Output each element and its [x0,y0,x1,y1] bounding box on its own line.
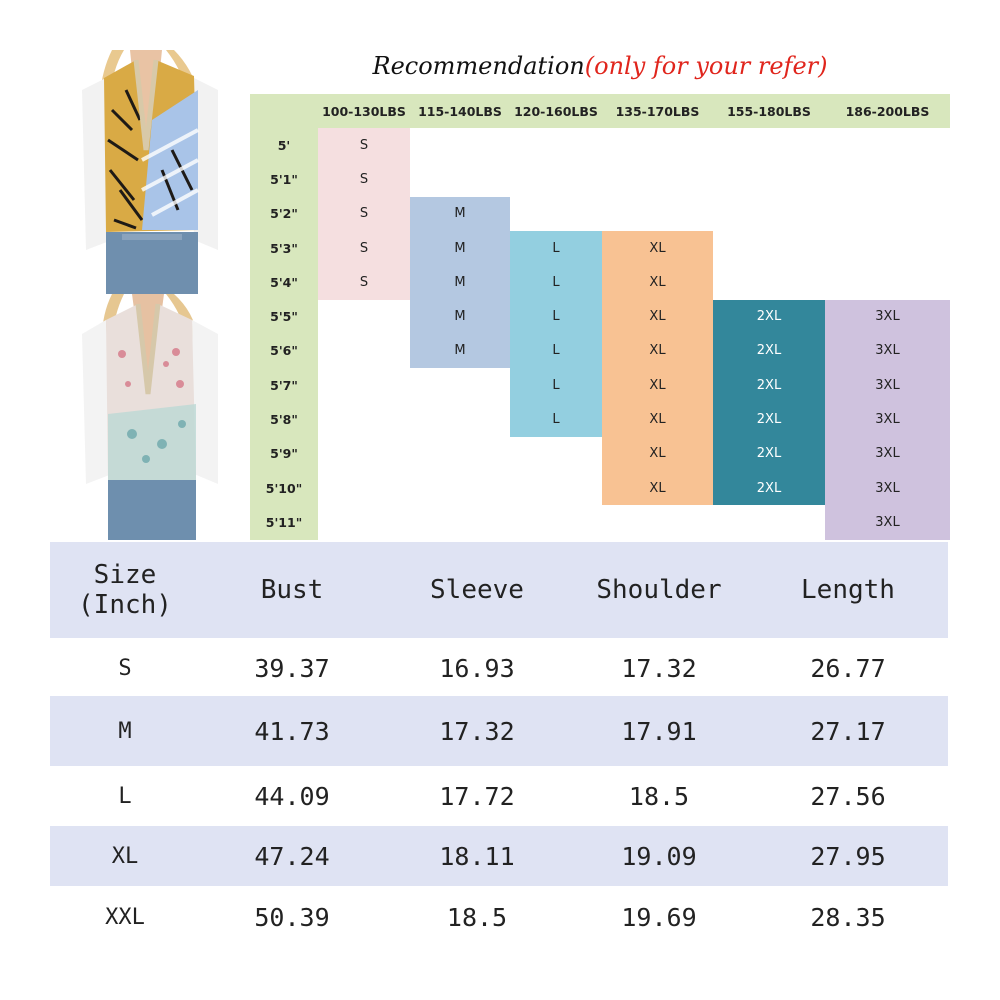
size-cell: 3XL [875,309,900,325]
measurement-cell: 19.69 [621,902,697,932]
weight-header: 186-200LBS [845,103,930,119]
measurement-row [50,766,948,826]
height-header: 5'4" [270,274,298,290]
measurement-cell: 41.73 [254,716,330,746]
chart-title [250,52,950,80]
measurement-cell: 17.91 [621,716,697,746]
measurement-cell: 26.77 [810,653,886,683]
size-cell: 3XL [875,412,900,428]
size-cell: XL [649,377,666,393]
size-cell: 3XL [875,480,900,496]
size-cell: S [359,137,369,153]
measurement-cell: 27.56 [810,781,886,811]
measurement-cell: 27.17 [810,716,886,746]
size-cell: XL [649,480,666,496]
size-cell: 2XL [756,480,782,496]
size-cell: L [552,343,560,359]
measurement-cell: 18.5 [628,781,690,811]
tiger-print-top-photo [82,50,218,294]
measurement-cell: 17.72 [439,781,515,811]
measurement-cell: S [118,655,132,681]
measurement-row [50,826,948,886]
size-cell: S [359,274,369,290]
height-header: 5'5" [270,309,298,325]
title-main: Recommendation [372,52,585,80]
weight-header: 100-130LBS [322,103,406,119]
size-cell: 2XL [756,343,782,359]
size-cell: XL [649,309,666,325]
measurement-cell: 27.95 [810,841,886,871]
weight-header: 115-140LBS [418,103,502,119]
size-cell: XL [649,240,666,256]
measurement-cell: 28.35 [810,902,886,932]
size-cell: L [552,309,560,325]
weight-header: 155-180LBS [727,103,811,119]
size-cell: L [552,240,560,256]
height-header: 5'10" [265,480,303,496]
measurement-cell: 18.5 [446,902,508,932]
size-cell: S [359,206,369,222]
size-cell: M [454,206,466,222]
height-header: 5'3" [270,240,298,256]
measurement-cell: 39.37 [254,653,330,683]
size-cell: 2XL [756,377,782,393]
height-header: 5'7" [270,377,298,393]
size-cell: S [359,171,369,187]
measurement-cell: 50.39 [254,902,330,932]
measurement-row [50,640,948,696]
size-cell: M [454,309,466,325]
weight-header: 120-160LBS [514,103,598,119]
measurement-cell: 19.09 [621,841,697,871]
measurement-header-cell: Size (Inch) [78,560,172,620]
size-cell: XL [649,343,666,359]
size-cell: XL [649,446,666,462]
measurement-row [50,886,948,948]
size-cell: 3XL [875,446,900,462]
height-header: 5' [277,137,291,153]
size-cell: L [552,274,560,290]
measurement-header-cell: Shoulder [596,575,722,605]
measurement-cell: M [118,718,132,744]
measurement-cell: 17.32 [439,716,515,746]
size-cell: M [454,274,466,290]
height-header: 5'1" [270,171,298,187]
size-cell: 2XL [756,446,782,462]
height-header: 5'9" [270,446,298,462]
measurement-cell: 47.24 [254,841,330,871]
size-cell: XL [649,274,666,290]
measurement-cell: L [118,783,132,809]
size-cell: 3XL [875,343,900,359]
size-cell: L [552,412,560,428]
weight-header: 135-170LBS [615,103,700,119]
measurement-cell: XXL [105,904,145,930]
height-header: 5'11" [265,514,303,530]
size-cell: XL [649,412,666,428]
size-cell: M [454,240,466,256]
size-cell: 3XL [875,377,900,393]
size-cell: 2XL [756,309,782,325]
measurement-cell: 16.93 [439,653,515,683]
measurement-cell: 17.32 [621,653,697,683]
measurement-header-cell: Sleeve [430,575,524,605]
measurement-header-cell: Length [801,575,895,605]
title-accent: (only for your refer) [584,52,828,80]
measurement-cell: XL [111,843,139,869]
measurement-header-cell: Bust [260,575,324,605]
size-cell: 3XL [875,514,900,530]
size-cell: L [552,377,560,393]
size-cell: 2XL [756,412,782,428]
height-header: 5'8" [270,412,298,428]
height-header: 5'6" [270,343,298,359]
height-header: 5'2" [270,206,298,222]
measurement-cell: 18.11 [439,841,515,871]
size-cell: S [359,240,369,256]
size-cell: M [454,343,466,359]
butterfly-print-top-photo [82,294,218,540]
measurement-row [50,696,948,766]
measurement-cell: 44.09 [254,781,330,811]
measurement-header-row [50,542,948,638]
